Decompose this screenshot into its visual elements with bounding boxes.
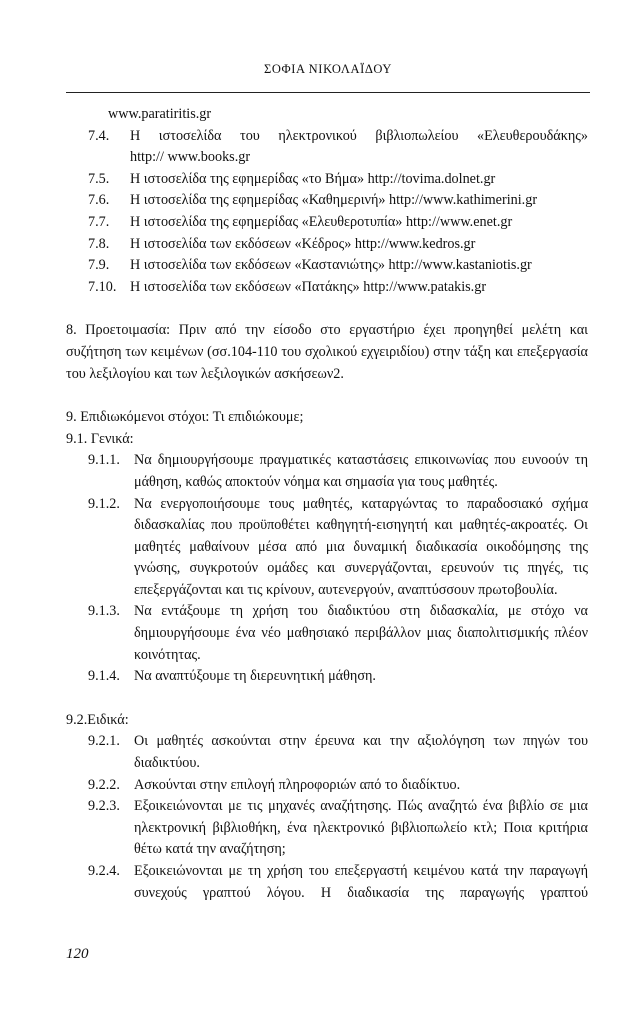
list-item	[66, 450, 588, 493]
list-item-text: Οι μαθητές ασκούνται στην έρευνα και την αξιολόγηση των πηγών του διαδικτύου.	[134, 733, 588, 772]
list-item-text: Η ιστοσελίδα της εφημερίδας «Καθημερινή» http://www.kathimerini.gr	[130, 192, 538, 209]
header-rule	[66, 92, 590, 93]
specific-goals-list	[66, 731, 588, 904]
list-item-number: 9.1.4.	[88, 668, 120, 685]
list-item-text: Η ιστοσελίδα των εκδόσεων «Πατάκης» http://www.patakis.gr	[130, 278, 487, 295]
list-item	[66, 234, 588, 256]
list-item-text: Η ιστοσελίδα των εκδόσεων «Καστανιώτης» http://www.kastaniotis.gr	[130, 257, 532, 274]
list-item-number: 7.6.	[88, 192, 110, 209]
list-item	[66, 666, 588, 688]
list-item-text: Η ιστοσελίδα του ηλεκτρονικού βιβλιοπωλείου «Ελευθερουδάκης»	[130, 127, 588, 144]
list-item-number: 9.2.2.	[88, 776, 120, 793]
list-item-number: 7.4.	[88, 127, 110, 144]
list-item-text: Να εντάξουμε τη χρήση του διαδικτύου στη διδασκαλία, με στόχο να δημιουργήσουμε ένα νέο μαθησιακό περιβάλλον μιας διαπολιτισμικής πλέον κοινότητας.	[134, 603, 588, 663]
list-item-number: 9.1.2.	[88, 495, 120, 512]
list-item	[66, 277, 588, 299]
list-item	[66, 796, 588, 861]
list-item-number: 9.1.3.	[88, 603, 120, 620]
list-item	[66, 212, 588, 234]
section-8-paragraph: 8. Προετοιμασία: Πριν από την είσοδο στο εργαστήριο έχει προηγηθεί μελέτη και συζήτηση των κειμένων (σσ.104-110 του σχολικού εχγειριδίου) στην τάξη και επεξεργασία του λεξιλογίου και των λεξιλογικών ασκήσεων2.	[66, 322, 588, 382]
list-item-continuation: http:// www.books.gr	[130, 149, 251, 166]
list-item	[66, 494, 588, 602]
list-item-text: Η ιστοσελίδα της εφημερίδας «το Βήμα» http://tovima.dolnet.gr	[130, 170, 496, 187]
list-item	[66, 104, 588, 126]
list-item-number: 7.9.	[88, 257, 110, 274]
list-item	[66, 861, 588, 904]
general-goals-list	[66, 450, 588, 688]
list-item	[66, 601, 588, 666]
list-item	[66, 126, 588, 169]
list-item	[66, 255, 588, 277]
list-item-number: 9.2.4.	[88, 863, 120, 879]
list-item-text: Εξοικειώνονται με τις μηχανές αναζήτησης. Πώς αναζητώ ένα βιβλίο σε μια ηλεκτρονική βιβλιοθήκη, ένα ηλεκτρονικό βιβλιοπωλείο κτλ; Ποια κριτήρια θέτω κατά την αναζήτηση;	[134, 798, 588, 858]
list-item-text: www.paratiritis.gr	[108, 106, 212, 122]
page-number: 120	[66, 946, 89, 962]
list-item-number: 7.8.	[88, 235, 110, 252]
section-9-2-heading: 9.2.Ειδικά:	[66, 711, 129, 728]
list-item-text: Να δημιουργήσουμε πραγματικές καταστάσεις επικοινωνίας που ευνοούν τη μάθηση, καθώς αποκτούν νόημα και σημασία για τους μαθητές.	[134, 452, 588, 490]
list-item-text: Η ιστοσελίδα της εφημερίδας «Ελευθεροτυπία» http://www.enet.gr	[130, 213, 513, 230]
list-item-number: 9.2.3.	[88, 798, 120, 815]
section-9-heading: 9. Επιδιωκόμενοι στόχοι: Τι επιδιώκουμε;	[66, 409, 304, 426]
page-body	[66, 104, 588, 904]
list-item	[66, 775, 588, 797]
list-item-text: Εξοικειώνονται με τη χρήση του επεξεργαστή κειμένου κατά την παραγωγή συνεχούς γραπτού λόγου. Η διαδικασία της παραγωγής γραπτού	[134, 863, 588, 901]
list-item-number: 9.1.1.	[88, 452, 120, 469]
list-item-text: Να αναπτύξουμε τη διερευνητική μάθηση.	[134, 668, 376, 685]
list-item-text: Να ενεργοποιήσουμε τους μαθητές, καταργώντας το παραδοσιακό σχήμα διδασκαλίας που προϋποθέτει καθηγητή-εισηγητή και μαθητές-ακροατές. Οι μαθητές μαθαίνουν μέσα από μια δυναμική διαδικασία οικοδόμησης της γνώσης, συγκροτούν ομάδες και συνεργάζονται, ερευνούν τις πηγές, τις επεξεργάζονται και τις κρίνουν, αυτενεργούν, αναπτύσσουν πρωτοβουλία.	[134, 495, 588, 598]
list-item	[66, 169, 588, 191]
list-item-text: Η ιστοσελίδα των εκδόσεων «Κέδρος» http://www.kedros.gr	[130, 235, 476, 252]
running-header: ΣΟΦΙΑ ΝΙΚΟΛΑΪΔΟΥ	[264, 62, 392, 76]
list-item-number: 7.5.	[88, 170, 110, 187]
list-item-number: 7.7.	[88, 213, 110, 230]
list-item-number: 7.10.	[88, 278, 117, 295]
section-9-1-heading: 9.1. Γενικά:	[66, 430, 134, 447]
link-list	[66, 104, 588, 298]
list-item	[66, 731, 588, 774]
list-item-number: 9.2.1.	[88, 733, 120, 750]
list-item	[66, 190, 588, 212]
list-item-text: Ασκούνται στην επιλογή πληροφοριών από το διαδίκτυο.	[134, 776, 461, 793]
